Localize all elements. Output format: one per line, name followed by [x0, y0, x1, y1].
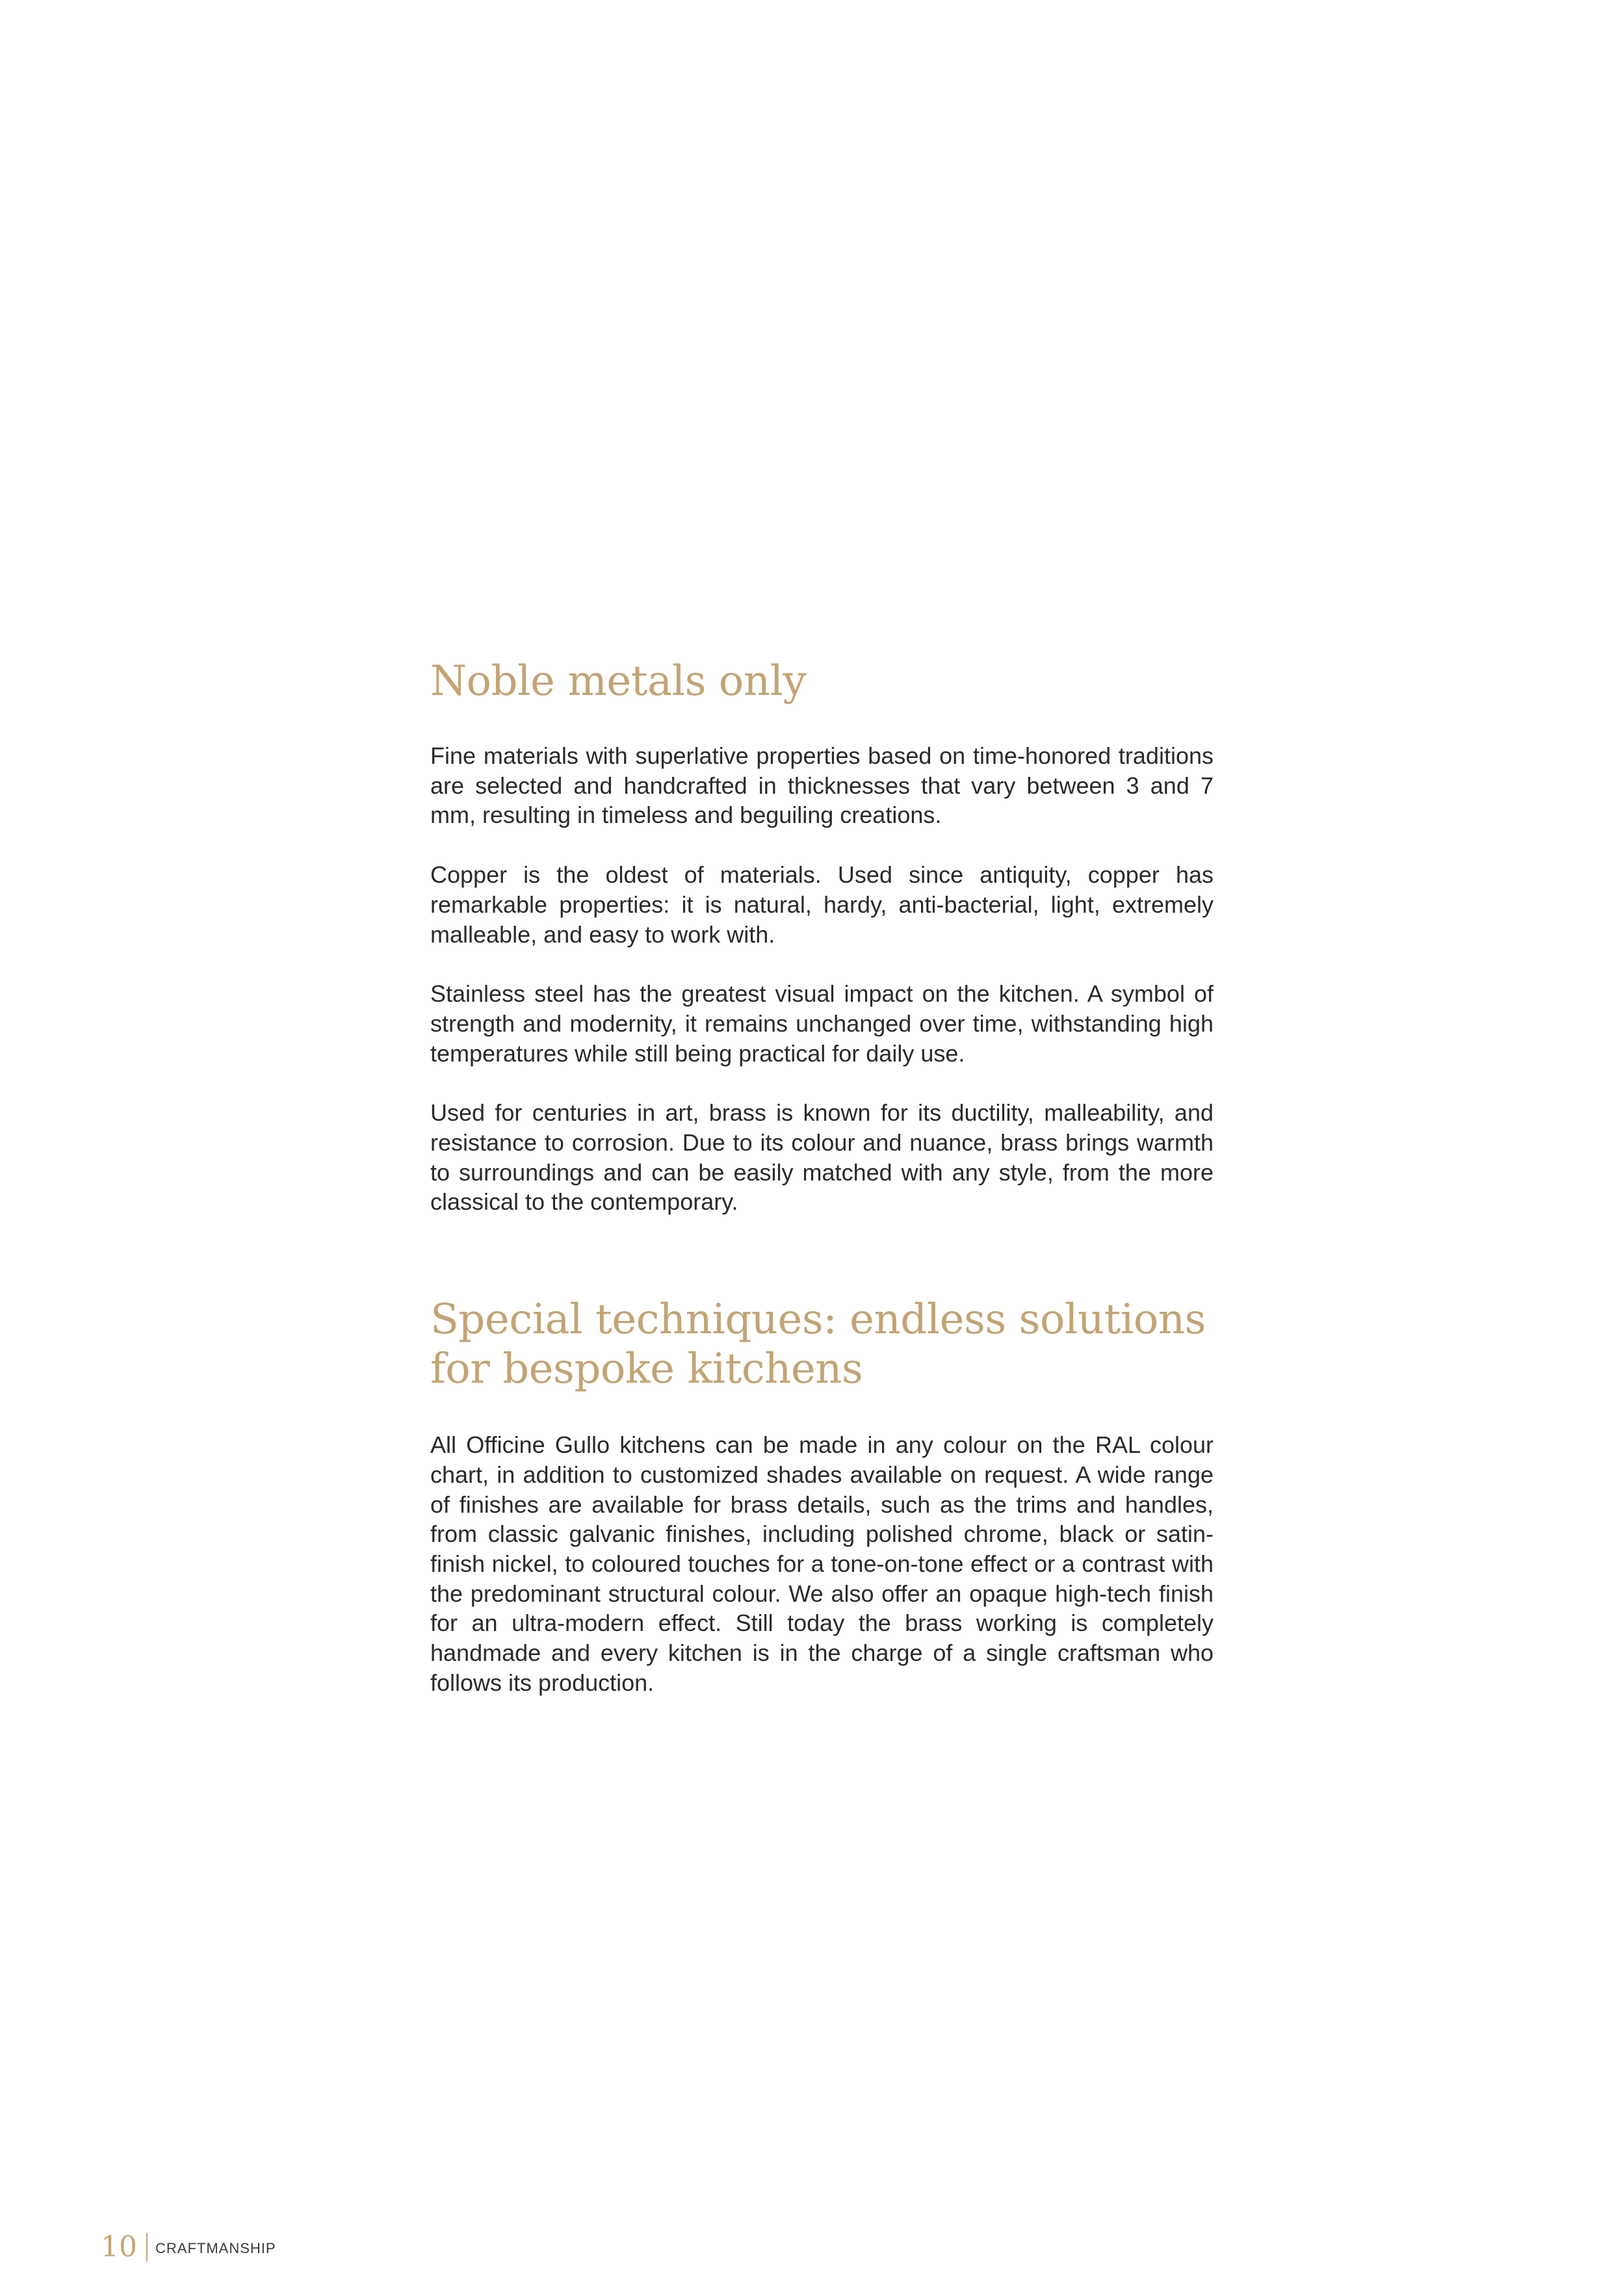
- section-label: CRAFTMANSHIP: [155, 2240, 276, 2256]
- paragraph-brass: Used for centuries in art, brass is known for its ductility, malleability, and resistance to corrosion. Due to its colour and nuance, brass brings warmth to surroundings and can be easily matched with any style, from the more classical to the contemporary.: [430, 1099, 1214, 1216]
- page-footer: [101, 2231, 276, 2263]
- section-heading-noble-metals: Noble metals only: [430, 657, 807, 705]
- main-content: [430, 657, 1214, 1727]
- paragraph-copper: Copper is the oldest of materials. Used since antiquity, copper has remarkable properties: it is natural, hardy, anti-bacterial, light, extremely malleable, and easy to work with.: [430, 861, 1214, 948]
- paragraph-stainless-steel: Stainless steel has the greatest visual impact on the kitchen. A symbol of strength and modernity, it remains unchanged over time, withstanding high temperatures while still being practical for daily use.: [430, 980, 1214, 1067]
- paragraph-materials: Fine materials with superlative properties based on time-honored traditions are selected and handcrafted in thicknesses that vary between 3 and 7 mm, resulting in timeless and beguiling creations.: [430, 742, 1214, 829]
- paragraph-finishes: All Officine Gullo kitchens can be made in any colour on the RAL colour chart, in addition to customized shades available on request. A wide range of finishes are available for brass details, such as the trims and handles, from classic galvanic finishes, including polished chrome, black or satin-finish nickel, to coloured touches for a tone-on-tone effect or a contrast with the predominant structural colour. We also offer an opaque high-tech finish for an ultra-modern effect. Still today the brass working is completely handmade and every kitchen is in the charge of a single craftsman who follows its production.: [430, 1431, 1214, 1696]
- page-number: 10: [101, 2230, 137, 2263]
- section-heading-special-techniques: Special techniques: endless solutions for bespoke kitchens: [430, 1296, 1206, 1394]
- footer-divider: [146, 2233, 148, 2262]
